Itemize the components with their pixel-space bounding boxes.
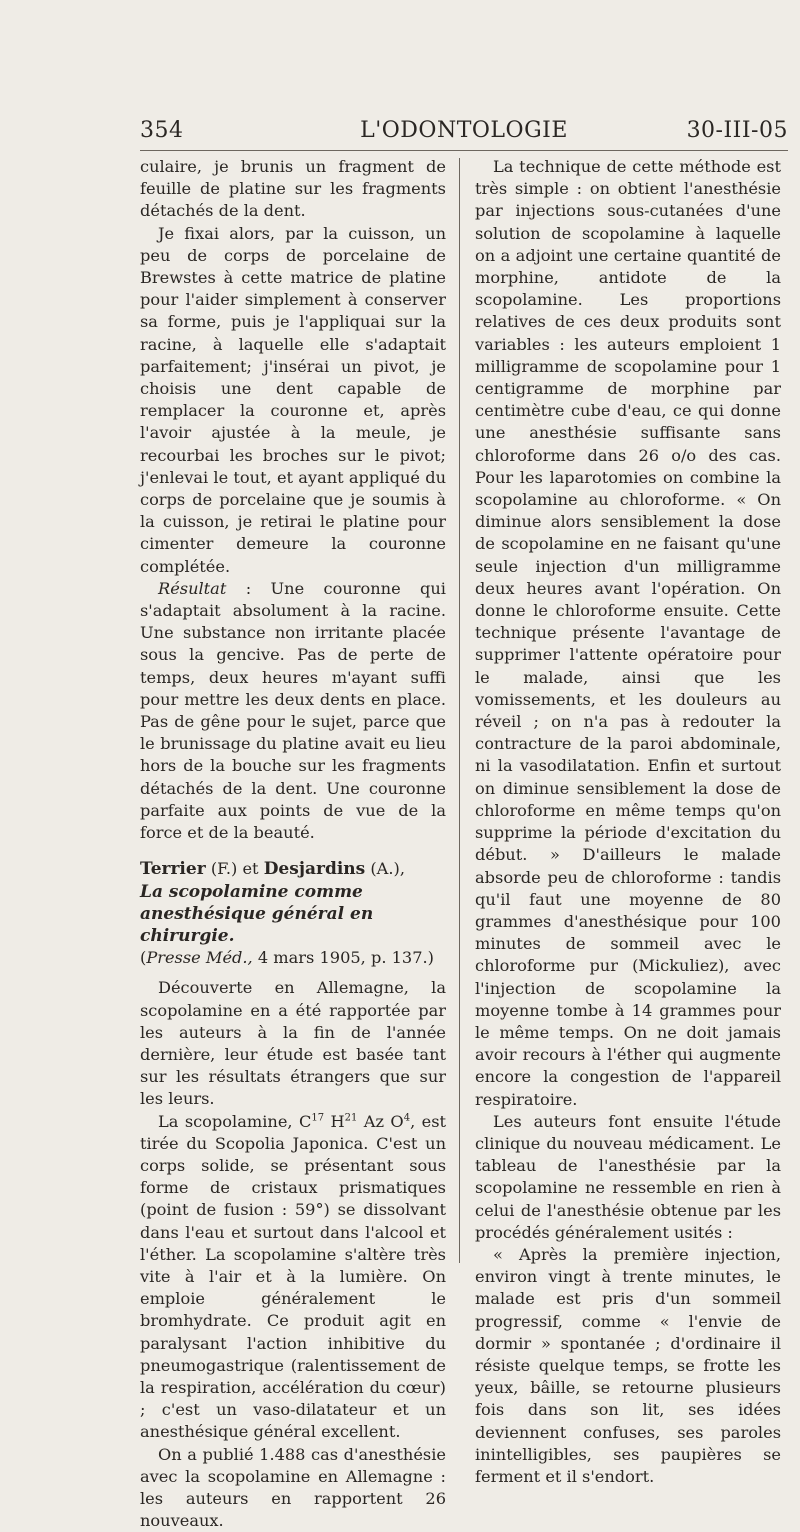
author-initial: (A.), — [365, 859, 405, 879]
text-fragment: H — [324, 1111, 345, 1131]
result-label: Résultat — [158, 578, 227, 598]
paragraph: La technique de cette méthode est très simple : on obtient l'anesthésie par injections sous-cutanées d'une solution de scopolamine à laquelle on a adjoint une certaine quantité de morphine, antidote de la scopolamine. Les proportions relatives de ces deux produits sont variables : les auteurs emploient 1 milligramme de scopolamine pour 1 centigramme de morphine par centimètre cube d'eau, ce qui donne une anesthésie suffisante sans chloroforme dans 26 o/o des cas. Pour les laparotomies on combine la scopolamine au chloroforme. « On diminue alors sensiblement la dose de scopolamine en ne faisant qu'une seule injection d'un milligramme deux heures avant l'opération. On donne le chloroforme ensuite. Cette technique présente l'avantage de supprimer l'attente opératoire pour le malade, ainsi que les vomissements, et les douleurs au réveil ; on n'a pas à redouter la contracture de la paroi abdominale, ni la vasodilatation. Enfin et surtout on diminue sensiblement la dose de chloroforme en même temps qu'on supprime la période d'excitation du début. » D'ailleurs le malade absorde peu de chloroforme : tandis qu'il faut une moyenne de 80 grammes d'anesthésique pour 100 minutes de sommeil avec le chloroforme pur (Mickuliez), avec l'injection de scopolamine la moyenne tombe à 14 grammes pour le même temps. On ne doit jamais avoir recours à l'éther qui augmente encore la congestion de l'appareil respiratoire. — [475, 157, 781, 1109]
header-rule — [140, 150, 788, 151]
paragraph: Les auteurs font ensuite l'étude clinique du nouveau médicament. Le tableau de l'anesthésie par la scopolamine ne ressemble en rien à celui de l'anesthésie obtenue par les procédés généralement usités : — [475, 1111, 781, 1242]
paragraph: Je fixai alors, par la cuisson, un peu de corps de porcelaine de Brewstes à cette matrice de platine pour l'aider simplement à conserver sa forme, puis je l'appliquai sur la racine, à laquelle elle s'adaptait parfaitement; j'insérai un pivot, je choisis une dent capable de remplacer la couronne et, après l'avoir ajustée à la meule, je recourbai les broches sur le pivot; j'enlevai le tout, et ayant appliqué du corps de porcelaine que je soumis à la cuisson, je retirai le platine pour cimenter demeure la couronne complétée. — [140, 223, 446, 576]
journal-title: L'ODONTOLOGIE — [360, 118, 568, 143]
subscript-number: 4 — [403, 1112, 411, 1124]
right-column — [475, 156, 781, 1488]
paragraph-formula — [140, 1111, 446, 1444]
subscript-number: 21 — [344, 1112, 358, 1124]
text-fragment: , est tirée du Scopolia Japonica. C'est un corps solide, se présentant sous forme de cristaux prismatiques (point de fusion : 59°) se dissolvant dans l'eau et surtout dans l'alcool et l'éther. La scopolamine s'altère très vite à l'air et à la lumière. On emploie généralement le bromhydrate. Ce produit agit en paralysant l'action inhibitive du pneumogastrique (ralentissement de la respiration, accélération du cœur) ; c'est un vaso-dilatateur et un anesthésique général excellent. — [140, 1111, 447, 1442]
author-name: Desjardins — [263, 859, 366, 880]
paragraph-quote: « Après la première injection, environ vingt à trente minutes, le malade est pris d'un sommeil progressif, comme « l'envie de dormir » spontanée ; d'ordinaire il résiste quelque temps, se frotte les yeux, bâille, se retourne plusieurs fois dans son lit, ses idées deviennent confuses, ses paroles inintelligibles, ses paupières se ferment et il s'endort. — [475, 1244, 781, 1486]
conjunction: et — [242, 859, 264, 879]
running-header — [140, 118, 788, 148]
paragraph-result — [140, 578, 446, 844]
result-text: : Une couronne qui s'adaptait absolument à la racine. Une substance non irritante placée sous la gencive. Pas de perte de temps, deux heures m'ayant suffi pour mettre les deux dents en place. Pas de gêne pour le sujet, parce que le brunissage du platine avait eu lieu hors de la bouche sur les fragments détachés de la dent. Une couronne parfaite aux points de vue de la force et de la beauté. — [140, 578, 446, 843]
paragraph: On a publié 1.488 cas d'anesthésie avec la scopolamine en Allemagne : les auteurs en rapportent 26 nouveaux. — [140, 1444, 446, 1531]
text-fragment: Az O — [357, 1111, 404, 1131]
author-name: Terrier — [140, 859, 206, 880]
paragraph: culaire, je brunis un fragment de feuille de platine sur les fragments détachés de la dent. — [140, 157, 446, 221]
text-fragment: La scopolamine, C — [158, 1111, 312, 1131]
page-number: 354 — [140, 118, 184, 143]
source-details: 4 mars 1905, p. 137.) — [252, 948, 434, 968]
bibliographic-reference: Terrier (F.) et Desjardins (A.), La scopolamine comme anesthésique général en chirurgie. (Presse Méd., 4 mars 1905, p. 137.) — [140, 859, 434, 968]
journal-source: Presse Méd., — [146, 948, 253, 968]
paragraph: Découverte en Allemagne, la scopolamine en a été rapportée par les auteurs à la fin de l'année dernière, leur étude est basée tant sur les résultats étrangers que sur les leurs. — [140, 978, 446, 1109]
article-title: La scopolamine comme anesthésique général en chirurgie. — [140, 881, 374, 946]
subscript-number: 17 — [311, 1112, 325, 1124]
left-column — [140, 156, 446, 1532]
column-divider — [459, 158, 460, 1263]
issue-date: 30-III-05 — [686, 118, 788, 143]
author-initial: (F.) — [205, 859, 243, 879]
